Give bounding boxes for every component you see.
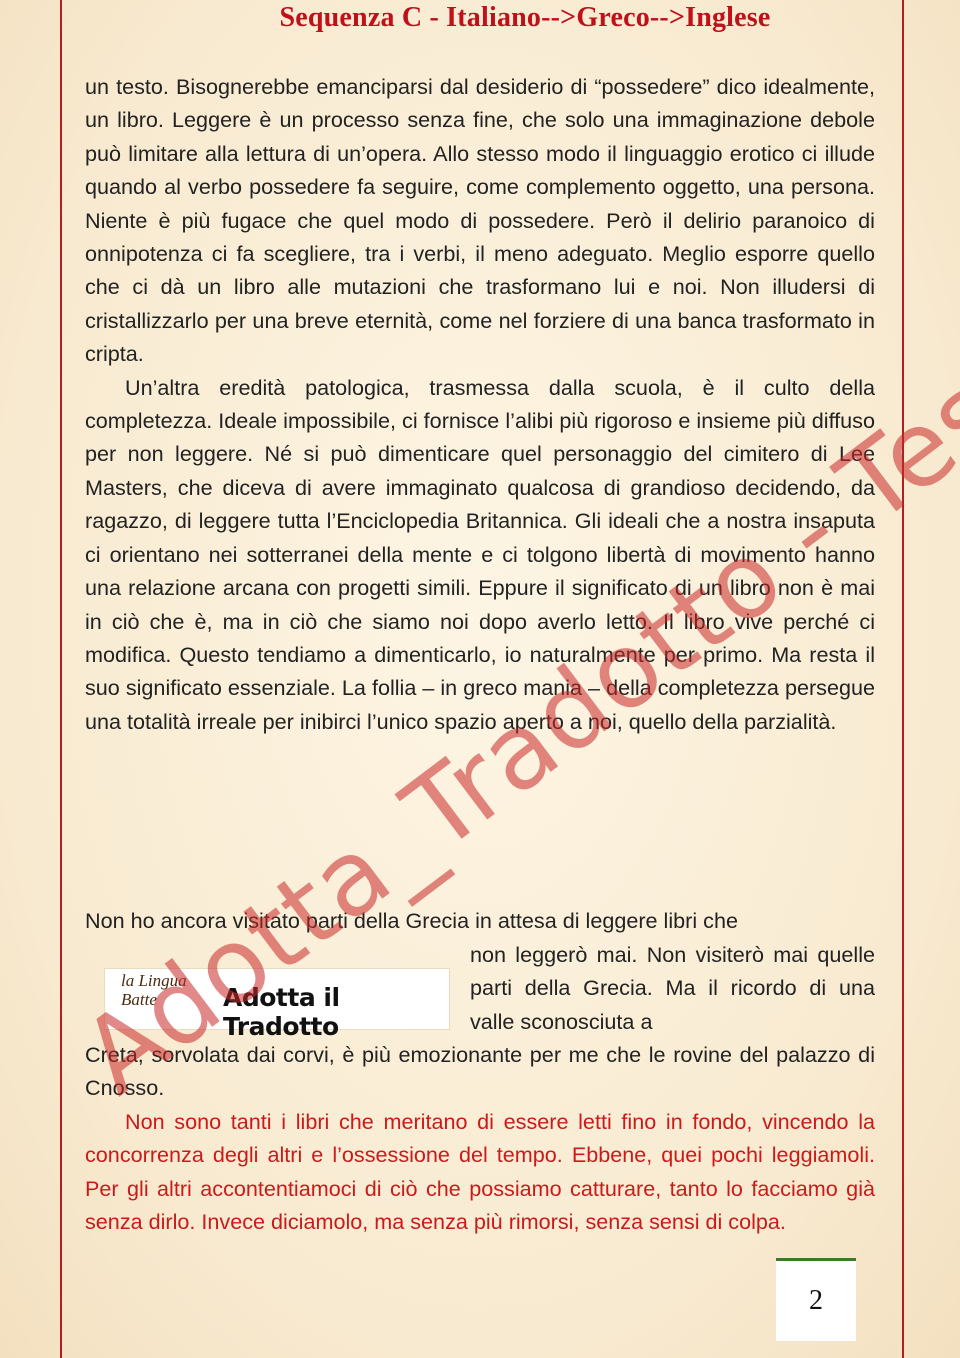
paragraph-3-end: Creta, sorvolata dai corvi, è più emozionante per me che le rovine del palazzo di Cnosso. xyxy=(85,1042,875,1101)
logo-lingua-line2: Batte xyxy=(121,990,157,1009)
la-lingua-batte-logo xyxy=(121,971,187,1009)
logo-adotta-text: Adotta il Tradotto xyxy=(223,983,340,1041)
page-title: Sequenza C - Italiano-->Greco-->Inglese xyxy=(279,2,771,33)
left-border-line xyxy=(60,0,62,1358)
logo-lingua-line1: la Lingua xyxy=(121,971,187,990)
page-number: 2 xyxy=(776,1258,856,1341)
paragraph-1: un testo. Bisognerebbe emanciparsi dal desiderio di “possedere” dico idealmente, un libro. Leggere è un processo senza fine, che solo una immaginazione debole può limitare alla lettura di un’opera. Allo stesso modo il linguaggio erotico ci illude quando al verbo possedere fa seguire, come complemento oggetto, una persona. Niente è più fugace che quel modo di possedere. Però il delirio paranoico di onnipotenza ci fa scegliere, tra i verbi, il meno adeguato. Meglio esporre quello che ci dà un libro alle mutazioni che trasformano lui e noi. Non illudersi di cristallizzarlo per una breve eternità, come nel forziere di una banca trasformato in cripta. xyxy=(85,74,875,367)
body-text-bottom xyxy=(85,1038,875,1238)
paragraph-3-start: Non ho ancora visitato parti della Grecia in attesa di leggere libri che xyxy=(85,908,738,933)
adotta-il-tradotto-logo xyxy=(104,968,450,1041)
paragraph-2: Un’altra eredità patologica, trasmessa dalla scuola, è il culto della completezza. Ideale impossibile, ci fornisce l’alibi più rigoroso e insieme più diffuso per non leggere. Né si può dimenticare quel personaggio del cimitero di Lee Masters, che diceva di avere immaginato qualcosa di grandioso decidendo, da ragazzo, di leggere tutta l’Enciclopedia Britannica. Gli ideali che a nostra insaputa ci orientano nei sotterranei della mente e ci tolgono libertà di movimento hanno una relazione arcana con progetti simili. Eppure il significato di un libro non è mai in ciò che è, ma in ciò che siamo noi dopo averlo letto. Il libro vive perché ci modifica. Questo tendiamo a dimenticarlo, io naturalmente per primo. Ma resta il suo significato essenziale. La follia – in greco mania – della completezza persegue una totalità irreale per inibirci l’unico spazio aperto a noi, quello della parzialità. xyxy=(85,374,875,734)
right-border-line xyxy=(902,0,904,1358)
paragraph-3-float: non leggerò mai. Non visiterò mai quelle parti della Grecia. Ma il ricordo di una valle sconosciuta a xyxy=(470,942,875,1034)
body-text-top xyxy=(85,70,875,738)
paragraph-4-red: Non sono tanti i libri che meritano di essere letti fino in fondo, vincendo la concorrenza degli altri e l’ossessione del tempo. Ebbene, quei pochi leggiamoli. Per gli altri accontentiamoci di ciò che possiamo catturare, tanto lo facciamo già senza dirlo. Invece diciamolo, ma senza più rimorsi, senza sensi di colpa. xyxy=(85,1108,875,1235)
